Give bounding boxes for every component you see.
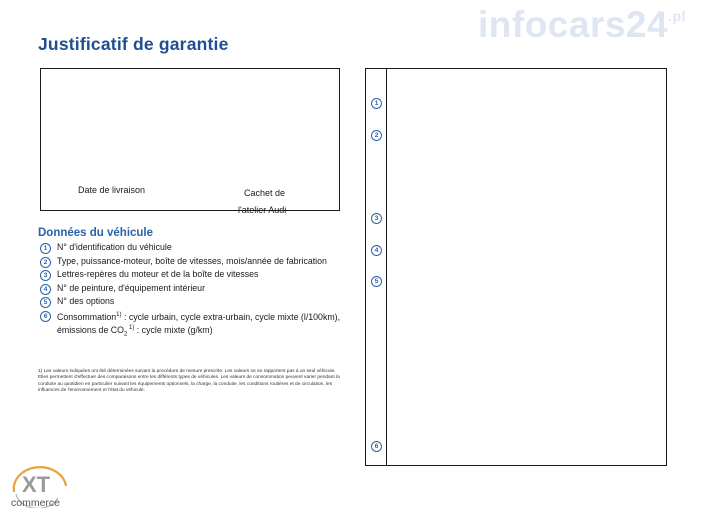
item-text-main: Consommation [57, 311, 117, 322]
list-item [38, 242, 343, 254]
item-text: N° d'identification du véhicule [57, 242, 172, 252]
item-number: 4 [40, 284, 51, 295]
item-text: Type, puissance-moteur, boîte de vitesses, mois/année de fabrication [57, 255, 327, 266]
xt-commerce-logo [8, 462, 70, 508]
marker-1: 1 [371, 98, 382, 109]
marker-6: 6 [371, 441, 382, 452]
item-text: Lettres-repères du moteur et de la boîte de vitesses [57, 269, 259, 279]
footnote-ref: 1) [116, 311, 122, 318]
item-number: 3 [40, 270, 51, 281]
stamp-label-line2: l'atelier Audi [238, 205, 287, 215]
list-item [38, 296, 343, 308]
workshop-stamp-label [238, 185, 287, 219]
vehicle-data-list [38, 242, 343, 343]
logo-letters: XT [22, 472, 51, 497]
page-title: Justificatif de garantie [38, 34, 229, 54]
list-item [38, 269, 343, 281]
watermark [478, 4, 686, 46]
list-item [38, 310, 343, 342]
watermark-suffix: .pl [668, 8, 686, 24]
item-text-end: : cycle mixte (g/km) [134, 324, 213, 335]
marker-3: 3 [371, 213, 382, 224]
co2-subscript: 2 [123, 331, 128, 338]
item-text: N° des options [57, 296, 115, 306]
box-divider [386, 69, 387, 465]
logo-graphic [8, 462, 70, 508]
item-number: 6 [40, 311, 51, 322]
watermark-text: infocars24 [478, 4, 669, 45]
list-item [38, 256, 343, 268]
list-item [38, 283, 343, 295]
marker-4: 4 [371, 245, 382, 256]
item-text: N° de peinture, d'équipement intérieur [57, 282, 205, 293]
item-text-mid: : cycle urbain, cycle extra-urbain, cycle mixte (l/100km), émissions de CO [57, 311, 341, 335]
footnote-ref-2: 1) [127, 324, 135, 331]
item-number: 2 [40, 257, 51, 268]
delivery-date-label: Date de livraison [78, 185, 146, 195]
item-number: 1 [40, 243, 51, 254]
footnote: 1) Les valeurs indiquées ont été déterminées suivant la procédure de mesure prescrite. Les valeurs ne se rapportent pas à un seul véhicule. Elles permettent d'effectuer des comparaisons entre les différents types de véhicules. Les valeurs de consommation peuvent varier pendant la conduite au quotidien en particulier suivant les équipements optionnels, la charge, la conduite, les conditions routières et de circulation, les influences de l'environnement et l'état du véhicule. [38, 369, 340, 394]
warranty-stamp-box [40, 68, 340, 215]
stamp-label-line1: Cachet de [244, 188, 286, 198]
marker-2: 2 [371, 130, 382, 141]
item-number: 5 [40, 297, 51, 308]
vehicle-data-box [365, 68, 667, 466]
vehicle-data-title: Données du véhicule [38, 227, 154, 239]
logo-word: commerce [11, 497, 61, 508]
marker-5: 5 [371, 276, 382, 287]
